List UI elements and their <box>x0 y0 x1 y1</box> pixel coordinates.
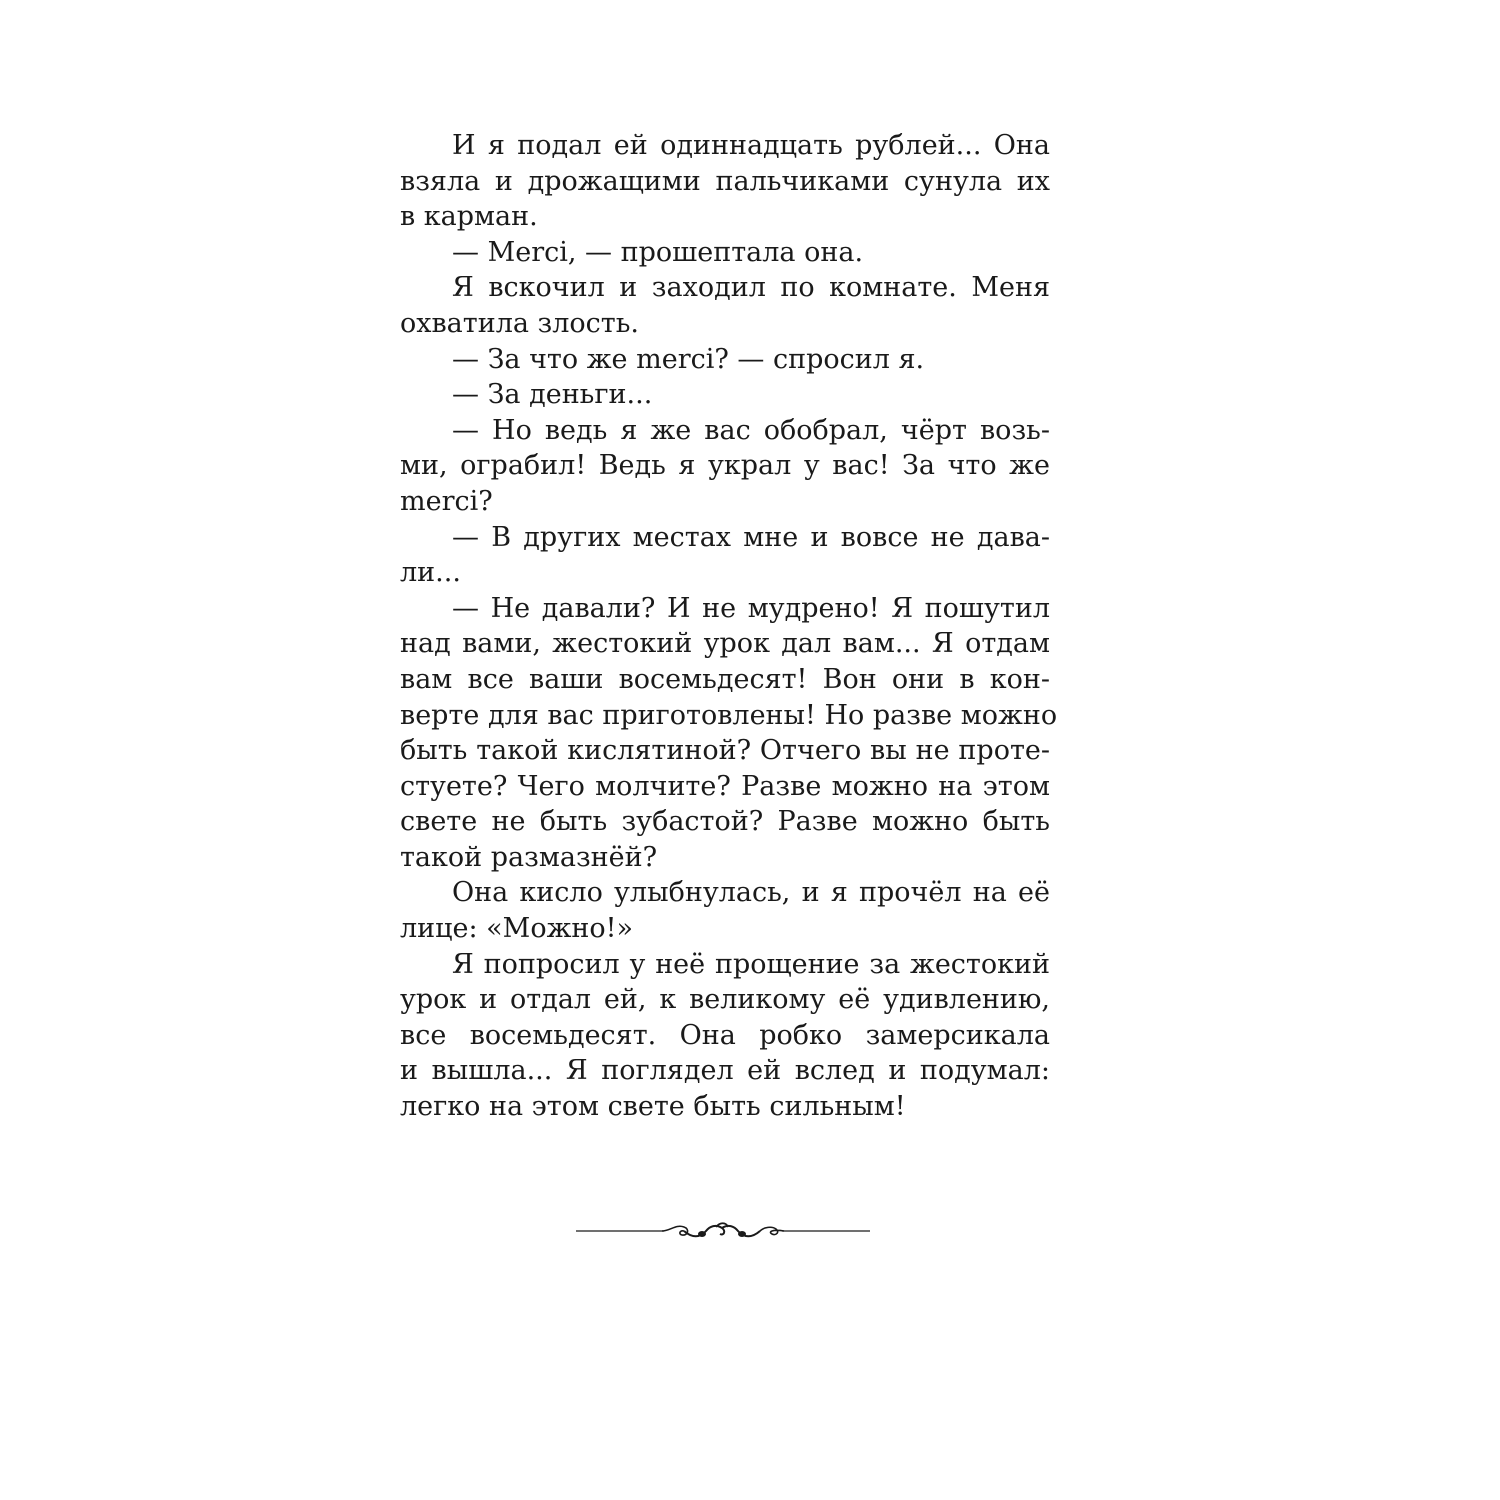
text-line: Я попросил у неё прощение за жестокий <box>452 948 1050 980</box>
text-line: Я вскочил и заходил по комнате. Меня <box>452 272 1050 304</box>
text-line: легко на этом свете быть сильным! <box>400 1091 906 1123</box>
text-line: — За деньги... <box>452 379 653 411</box>
text-line: Она кисло улыбнулась, и я прочёл на её <box>452 877 1050 909</box>
text-line: лице: «Можно!» <box>400 913 634 945</box>
text-line: быть такой кислятиной? Отчего вы не проте- <box>400 735 1050 767</box>
text-line: merci? <box>400 485 493 517</box>
text-line: такой размазнёй? <box>400 841 658 873</box>
text-line: и вышла... Я поглядел ей вслед и подумал: <box>400 1055 1050 1087</box>
text-line: охватила злость. <box>400 307 640 339</box>
text-line: урок и отдал ей, к великому её удивлению, <box>400 984 1050 1016</box>
text-line: — За что же merci? — спросил я. <box>452 343 925 375</box>
text-line: И я подал ей одиннадцать рублей... Она <box>452 130 1050 161</box>
text-line: стуете? Чего молчите? Разве можно на этом <box>400 770 1050 802</box>
text-line: верте для вас приготовлены! Но разве можно <box>400 699 1058 731</box>
text-line: взяла и дрожащими пальчиками сунула их <box>400 165 1050 197</box>
page-text <box>400 128 1058 1125</box>
text-line: свете не быть зубастой? Разве можно быть <box>400 806 1050 838</box>
text-line: — Но ведь я же вас обобрал, чёрт возь- <box>452 414 1050 446</box>
text-line: вам все ваши восемьдесят! Вон они в кон- <box>400 663 1050 695</box>
text-line: все восемьдесят. Она робко замерсикала <box>400 1019 1050 1051</box>
text-line: над вами, жестокий урок дал вам... Я отдам <box>400 628 1050 660</box>
text-line: — В других местах мне и вовсе не дава- <box>452 521 1050 553</box>
ornament-divider-icon <box>576 1218 870 1244</box>
text-line: в карман. <box>400 201 538 233</box>
text-line: ми, ограбил! Ведь я украл у вас! За что же <box>400 450 1050 482</box>
text-line: — Merci, — прошептала она. <box>452 236 864 268</box>
text-line: ли... <box>400 557 461 589</box>
text-line: — Не давали? И не мудрено! Я пошутил <box>452 592 1050 624</box>
